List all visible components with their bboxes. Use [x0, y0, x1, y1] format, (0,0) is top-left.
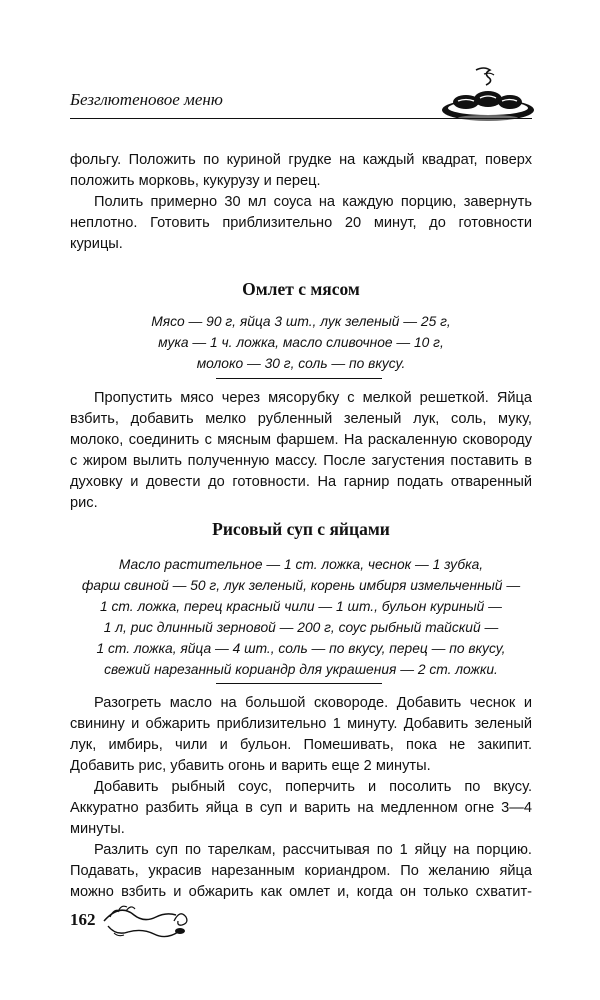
recipe-title-omelet: Омлет с мясом	[242, 279, 360, 299]
ingredient-line: 1 ст. ложка, яйца — 4 шт., соль — по вкусу, перец — по вкусу,	[96, 641, 506, 656]
intro-paragraph: Полить примерно 30 мл соуса на каждую порцию, завернуть неплотно. Готовить приблизительно 20 минут, до готовности курицы.	[70, 194, 532, 252]
ingredient-line: 1 л, рис длинный зерновой — 200 г, соус рыбный тайский —	[103, 620, 499, 635]
ingredient-line: Масло растительное — 1 ст. ложка, чеснок — 1 зубка,	[118, 557, 484, 572]
ingredient-line: молоко — 30 г, соль — по вкусу.	[196, 356, 406, 371]
instruction-paragraph: Разлить суп по тарелкам, рассчитывая по 1 яйцу на порцию. Подавать, украсив нарезанным кориандром. По желанию яйца можно взбить и обжарить как омлет и, когда он только схватит-	[70, 842, 532, 900]
instruction-paragraph: Пропустить мясо через мясорубку с мелкой решеткой. Яйца взбить, добавить мелко рубленный зеленый лук, соль, муку, молоко, соединить с мясным фаршем. На раскаленную сковороду с жиром вылить полученную массу. После загустения поставить в духовку и довести до готовности. На гарнир подать отваренный рис.	[70, 390, 532, 511]
ingredient-line: Мясо — 90 г, яйца 3 шт., лук зеленый — 25 г,	[151, 314, 451, 329]
ingredient-line: 1 ст. ложка, перец красный чили — 1 шт., бульон куриный —	[100, 599, 502, 614]
recipe-title-rice-soup: Рисовый суп с яйцами	[212, 519, 390, 539]
ingredient-line: мука — 1 ч. ложка, масло сливочное — 10 г,	[158, 335, 444, 350]
ingredients-rice-soup	[70, 554, 532, 680]
recipe-text-omelet	[70, 388, 532, 514]
intro-text	[70, 150, 532, 255]
ingredient-line: фарш свиной — 50 г, лук зеленый, корень имбиря измельченный —	[81, 578, 521, 593]
ingredient-line: свежий нарезанный кориандр для украшения — 2 ст. ложки.	[104, 662, 498, 677]
header-rule	[70, 118, 532, 119]
intro-paragraph: фольгу. Положить по куриной грудке на каждый квадрат, поверх положить морковь, кукурузу и перец.	[70, 152, 532, 189]
page-number: 162	[70, 910, 96, 929]
ingredients-omelet	[70, 311, 532, 374]
separator-rule	[216, 378, 382, 379]
instruction-paragraph: Разогреть масло на большой сковороде. Добавить чеснок и свинину и обжарить приблизительно 1 минуту. Добавить зеленый лук, имбирь, чили и бульон. Помешивать, пока не закипит. Добавить рис, убавить огонь и варить еще 2 минуты.	[70, 695, 532, 774]
instruction-paragraph: Добавить рыбный соус, поперчить и посолить по вкусу. Аккуратно разбить яйца в суп и варить на медленном огне 3—4 минуты.	[70, 779, 532, 837]
floral-flourish-icon	[100, 895, 192, 945]
recipe-text-rice-soup	[70, 693, 532, 903]
running-title: Безглютеновое меню	[70, 90, 223, 109]
separator-rule	[216, 683, 382, 684]
